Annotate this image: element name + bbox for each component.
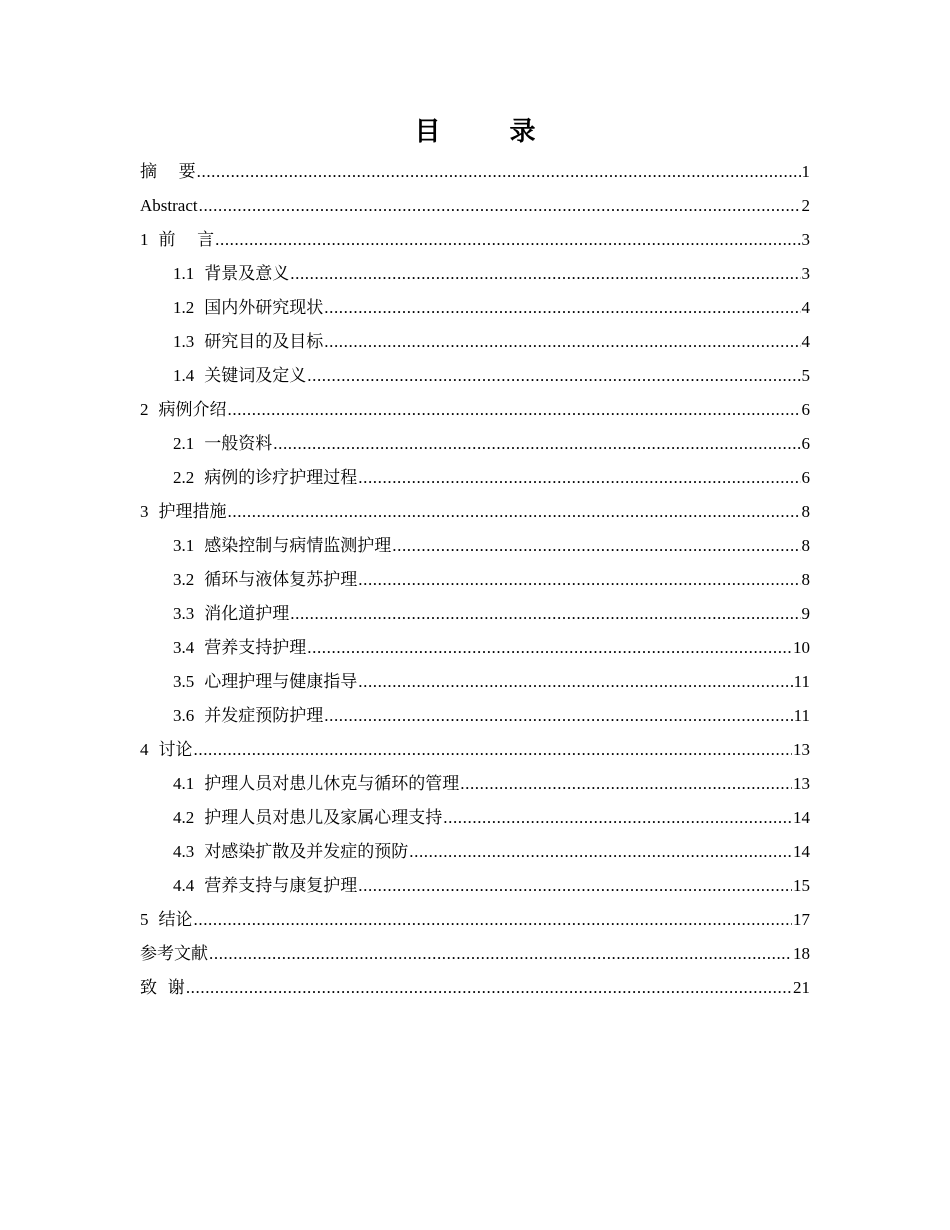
dot-leader <box>290 597 800 631</box>
toc-entry-label: 前 言 <box>158 230 215 250</box>
toc-entry-number: 4.1 <box>173 774 195 793</box>
toc-entry-label: 营养支持与康复护理 <box>204 876 358 896</box>
toc-entry[interactable] <box>140 359 810 393</box>
toc-entry[interactable] <box>140 903 810 937</box>
toc-entry-label: 感染控制与病情监测护理 <box>204 536 392 556</box>
toc-entry-page-number: 4 <box>801 298 810 317</box>
toc-entry-number: 2.1 <box>173 434 195 453</box>
toc-entry-label: 心理护理与健康指导 <box>204 672 358 692</box>
toc-entry-page-number: 14 <box>793 842 810 861</box>
toc-entry[interactable] <box>140 189 810 223</box>
toc-entry-label: 一般资料 <box>204 434 273 454</box>
toc-entry-page-number: 8 <box>801 502 810 521</box>
toc-entry-label: 消化道护理 <box>204 604 290 624</box>
toc-entry-label: 参考文献 <box>140 944 208 964</box>
toc-entry-label: 关键词及定义 <box>204 366 307 386</box>
toc-entry-page-number: 14 <box>793 808 810 827</box>
toc-entry-number: 4.2 <box>173 808 195 827</box>
toc-entry[interactable] <box>140 223 810 257</box>
toc-entry-page-number: 11 <box>793 706 810 725</box>
dot-leader <box>186 971 792 1005</box>
toc-entry[interactable] <box>140 461 810 495</box>
toc-entry-number: 2 <box>140 400 149 419</box>
toc-entry-page-number: 18 <box>793 944 810 963</box>
toc-entry-label: 护理措施 <box>158 502 227 522</box>
dot-leader <box>209 937 792 971</box>
toc-entry-label: 对感染扩散及并发症的预防 <box>204 842 409 862</box>
toc-entry-label: 国内外研究现状 <box>204 298 324 318</box>
toc-entry-page-number: 9 <box>801 604 810 623</box>
toc-entry-label: 研究目的及目标 <box>204 332 324 352</box>
toc-entry-label: 循环与液体复苏护理 <box>204 570 358 590</box>
dot-leader <box>460 767 792 801</box>
dot-leader <box>199 189 801 223</box>
dot-leader <box>194 733 793 767</box>
dot-leader <box>358 869 792 903</box>
toc-entry-number: 1.1 <box>173 264 195 283</box>
toc-entry-page-number: 1 <box>801 162 810 181</box>
toc-entry-number: 3.5 <box>173 672 195 691</box>
dot-leader <box>307 631 792 665</box>
dot-leader <box>290 257 800 291</box>
dot-leader <box>197 155 801 189</box>
toc-entry-number: 3.3 <box>173 604 195 623</box>
dot-leader <box>194 903 793 937</box>
toc-entry-page-number: 6 <box>801 434 810 453</box>
toc-entry-label: 营养支持护理 <box>204 638 307 658</box>
toc-entry[interactable] <box>140 257 810 291</box>
toc-entry[interactable] <box>140 529 810 563</box>
toc-entry-page-number: 8 <box>801 570 810 589</box>
toc-entry[interactable] <box>140 155 810 189</box>
toc-entry-number: 1.2 <box>173 298 195 317</box>
toc-entry-number: 3.6 <box>173 706 195 725</box>
toc-entry-page-number: 21 <box>793 978 810 997</box>
toc-entry-number: 1.4 <box>173 366 195 385</box>
dot-leader <box>358 563 800 597</box>
toc-entry[interactable] <box>140 937 810 971</box>
toc-entry[interactable] <box>140 325 810 359</box>
toc-entry-page-number: 15 <box>793 876 810 895</box>
toc-entry-number: 4.3 <box>173 842 195 861</box>
toc-entry[interactable] <box>140 291 810 325</box>
dot-leader <box>324 291 800 325</box>
toc-entry-page-number: 3 <box>801 230 810 249</box>
toc-entry-page-number: 8 <box>801 536 810 555</box>
toc-entry[interactable] <box>140 733 810 767</box>
toc-entry-page-number: 5 <box>801 366 810 385</box>
toc-entry-label: 病例的诊疗护理过程 <box>204 468 358 488</box>
toc-entry-page-number: 3 <box>801 264 810 283</box>
dot-leader <box>443 801 792 835</box>
toc-entry[interactable] <box>140 767 810 801</box>
toc-entry[interactable] <box>140 699 810 733</box>
toc-entry[interactable] <box>140 563 810 597</box>
toc-entry-number: 1.3 <box>173 332 195 351</box>
dot-leader <box>358 461 800 495</box>
toc-entry-number: 2.2 <box>173 468 195 487</box>
toc-entry[interactable] <box>140 665 810 699</box>
dot-leader <box>324 325 800 359</box>
table-of-contents <box>140 155 810 1005</box>
toc-entry[interactable] <box>140 801 810 835</box>
toc-entry[interactable] <box>140 427 810 461</box>
toc-entry-page-number: 11 <box>793 672 810 691</box>
toc-entry[interactable] <box>140 869 810 903</box>
toc-entry-page-number: 17 <box>793 910 810 929</box>
toc-entry[interactable] <box>140 631 810 665</box>
toc-entry-page-number: 4 <box>801 332 810 351</box>
toc-entry-label: 结论 <box>158 910 193 930</box>
toc-entry-number: 4 <box>140 740 149 759</box>
toc-entry-label: 护理人员对患儿及家属心理支持 <box>204 808 443 828</box>
toc-entry-number: 3.1 <box>173 536 195 555</box>
toc-entry-page-number: 10 <box>793 638 810 657</box>
toc-entry[interactable] <box>140 495 810 529</box>
dot-leader <box>358 665 792 699</box>
toc-title: 目 录 <box>414 117 566 147</box>
toc-entry-page-number: 13 <box>793 740 810 759</box>
toc-entry-page-number: 6 <box>801 400 810 419</box>
dot-leader <box>228 393 801 427</box>
toc-entry-number: 4.4 <box>173 876 195 895</box>
toc-entry-page-number: 13 <box>793 774 810 793</box>
toc-entry[interactable] <box>140 971 810 1005</box>
toc-entry-label: 背景及意义 <box>204 264 290 284</box>
dot-leader <box>392 529 800 563</box>
toc-entry-page-number: 2 <box>801 196 810 215</box>
dot-leader <box>215 223 800 257</box>
toc-entry[interactable] <box>140 393 810 427</box>
toc-entry-label: 致 谢 <box>140 978 185 998</box>
toc-entry-number: 1 <box>140 230 149 249</box>
toc-entry-label: 摘 要 <box>140 162 196 182</box>
toc-entry-label: 病例介绍 <box>158 400 227 420</box>
toc-entry-number: 3.2 <box>173 570 195 589</box>
toc-entry-label: 并发症预防护理 <box>204 706 324 726</box>
toc-entry-page-number: 6 <box>801 468 810 487</box>
toc-entry-number: 3.4 <box>173 638 195 657</box>
toc-entry-label: 护理人员对患儿休克与循环的管理 <box>204 774 460 794</box>
dot-leader <box>228 495 801 529</box>
dot-leader <box>324 699 792 733</box>
dot-leader <box>409 835 792 869</box>
toc-entry[interactable] <box>140 597 810 631</box>
toc-entry-label: 讨论 <box>158 740 193 760</box>
toc-entry-number: 3 <box>140 502 149 521</box>
dot-leader <box>273 427 800 461</box>
toc-entry-number: 5 <box>140 910 149 929</box>
dot-leader <box>307 359 800 393</box>
toc-entry-label: Abstract <box>140 196 198 215</box>
toc-entry[interactable] <box>140 835 810 869</box>
